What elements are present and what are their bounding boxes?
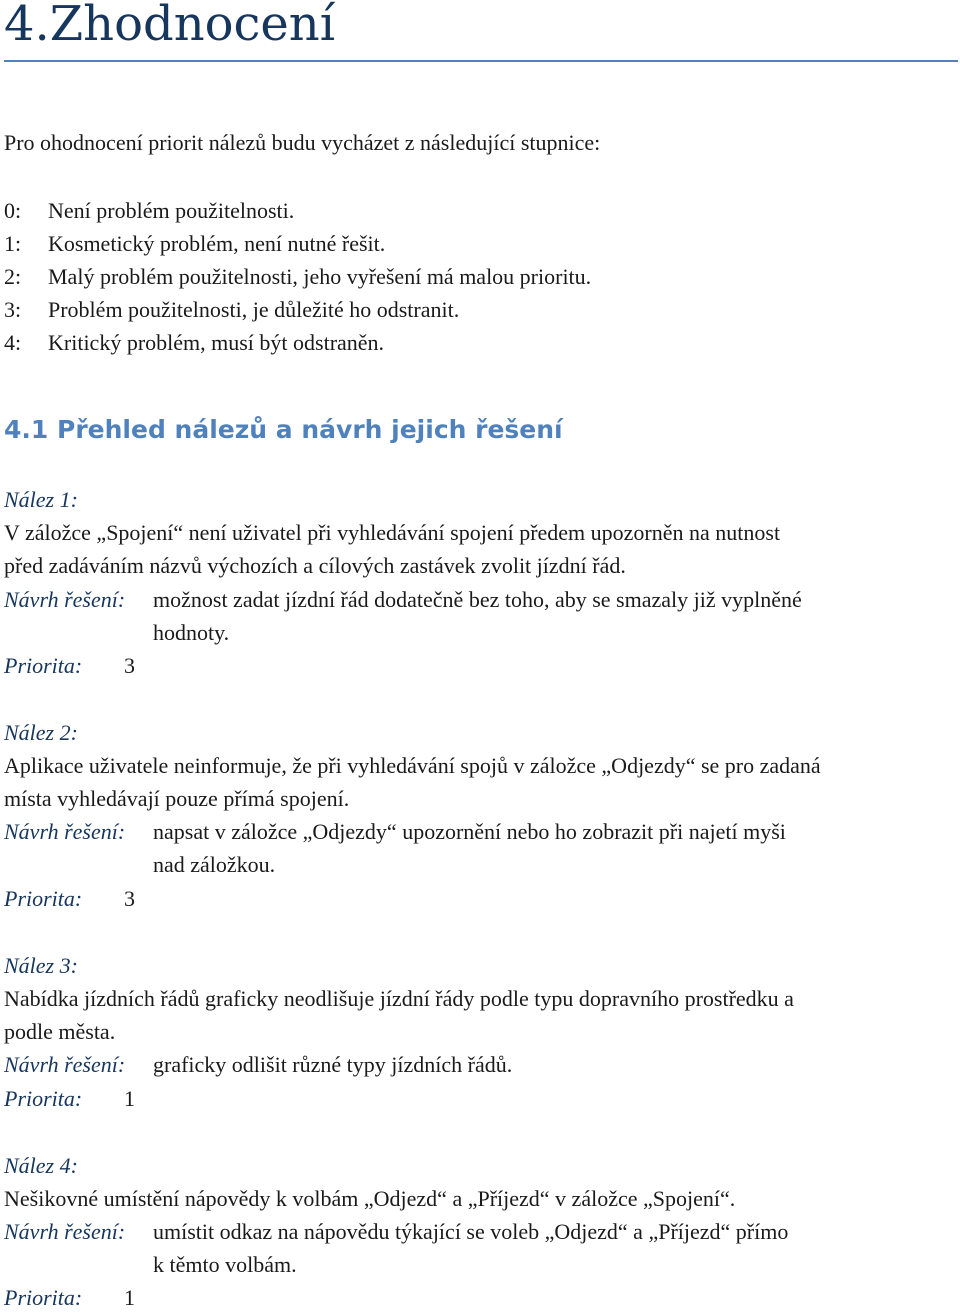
scale-item	[4, 194, 294, 227]
scale-text: Kritický problém, musí být odstraněn.	[48, 330, 385, 355]
priority-value: 1	[124, 1086, 135, 1111]
finding-description-line: Nešikovné umístění nápovědy k volbám „Odjezd“ a „Příjezd“ v záložce „Spojení“.	[4, 1186, 736, 1211]
priority-row	[4, 882, 135, 915]
finding-description-line: místa vyhledávají pouze přímá spojení.	[4, 786, 350, 811]
scale-text: Malý problém použitelnosti, jeho vyřešení má malou prioritu.	[48, 264, 592, 289]
scale-text: Není problém použitelnosti.	[48, 198, 295, 223]
finding-title: Nález 3:	[4, 953, 78, 978]
priority-row	[4, 1281, 135, 1314]
proposal-label: Návrh řešení:	[4, 1052, 126, 1077]
priority-value: 3	[124, 653, 135, 678]
proposal-row	[4, 1048, 512, 1081]
proposal-label: Návrh řešení:	[4, 587, 126, 612]
section-number: 4.1	[4, 415, 49, 444]
scale-item	[4, 227, 385, 260]
chapter-heading: 4.Zhodnocení	[4, 0, 336, 52]
proposal-continuation: k těmto volbám.	[153, 1252, 297, 1277]
scale-text: Problém použitelnosti, je důležité ho odstranit.	[48, 297, 460, 322]
finding-description-line: V záložce „Spojení“ není uživatel při vyhledávání spojení předem upozorněn na nutnost	[4, 520, 781, 545]
priority-value: 3	[124, 886, 135, 911]
heading-underline	[4, 60, 958, 62]
scale-number: 2:	[4, 264, 22, 289]
scale-item	[4, 293, 459, 326]
finding-description-line: podle města.	[4, 1019, 116, 1044]
finding-title: Nález 4:	[4, 1153, 78, 1178]
priority-row	[4, 1082, 135, 1115]
finding-description-line: před zadáváním názvů výchozích a cílových zastávek zvolit jízdní řád.	[4, 553, 626, 578]
finding-description-line: Nabídka jízdních řádů graficky neodlišuje jízdní řády podle typu dopravního prostředku a	[4, 986, 794, 1011]
scale-number: 4:	[4, 330, 22, 355]
proposal-text: umístit odkaz na nápovědu týkající se voleb „Odjezd“ a „Příjezd“ přímo	[153, 1219, 789, 1244]
finding-title: Nález 2:	[4, 720, 78, 745]
proposal-text: graficky odlišit různé typy jízdních řádů.	[153, 1052, 513, 1077]
section-title: Přehled nálezů a návrh jejich řešení	[57, 415, 563, 444]
finding-title: Nález 1:	[4, 487, 78, 512]
proposal-text: možnost zadat jízdní řád dodatečně bez toho, aby se smazaly již vyplněné	[153, 587, 802, 612]
scale-number: 3:	[4, 297, 22, 322]
intro-paragraph: Pro ohodnocení priorit nálezů budu vycházet z následující stupnice:	[4, 130, 601, 155]
scale-number: 0:	[4, 198, 22, 223]
priority-label: Priorita:	[4, 653, 83, 678]
priority-label: Priorita:	[4, 886, 83, 911]
priority-label: Priorita:	[4, 1285, 83, 1310]
proposal-row	[4, 583, 802, 616]
scale-item	[4, 260, 591, 293]
proposal-label: Návrh řešení:	[4, 819, 126, 844]
scale-item	[4, 326, 384, 359]
proposal-label: Návrh řešení:	[4, 1219, 126, 1244]
proposal-row	[4, 1215, 788, 1248]
priority-label: Priorita:	[4, 1086, 83, 1111]
scale-number: 1:	[4, 231, 22, 256]
proposal-row	[4, 815, 786, 848]
proposal-text: napsat v záložce „Odjezdy“ upozornění nebo ho zobrazit při najetí myši	[153, 819, 786, 844]
proposal-continuation: nad záložkou.	[153, 852, 276, 877]
scale-text: Kosmetický problém, není nutné řešit.	[48, 231, 386, 256]
proposal-continuation: hodnoty.	[153, 620, 230, 645]
priority-row	[4, 649, 135, 682]
finding-description-line: Aplikace uživatele neinformuje, že při vyhledávání spojů v záložce „Odjezdy“ se pro zadaná	[4, 753, 821, 778]
priority-value: 1	[124, 1285, 135, 1310]
section-heading	[4, 412, 563, 448]
